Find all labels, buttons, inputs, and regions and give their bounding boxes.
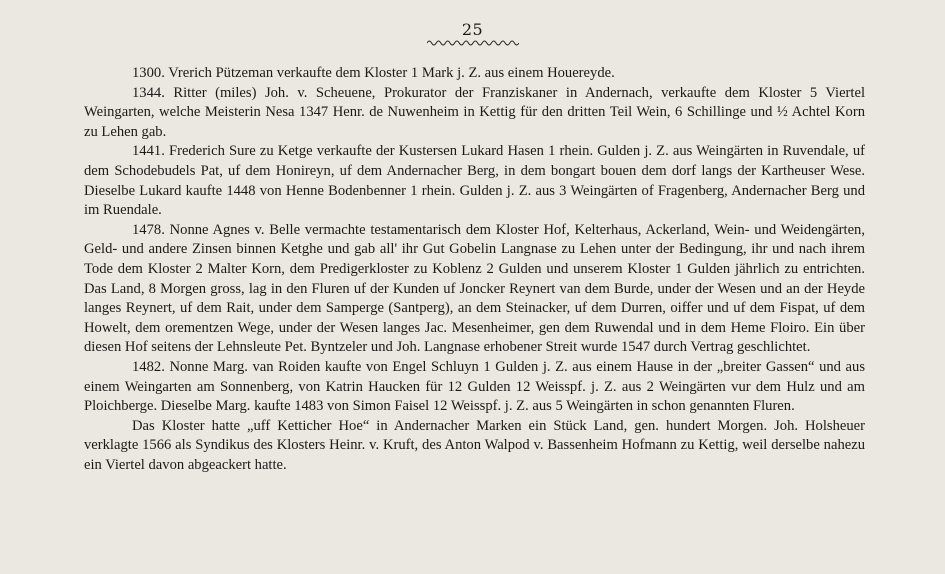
page-number: 25 <box>461 20 484 39</box>
entry-year: 1441. <box>132 143 165 160</box>
entry-year: 1482. <box>132 358 165 375</box>
entry-1482 <box>84 358 865 417</box>
entry-text: Nonne Agnes v. Belle vermachte testamentarisch dem Kloster Hof, Kelterhaus, Ackerland, Wein- und Weidengärten, Geld- und andere Zinsen binnen Ketghe und gab all' ihr Gut Gobelin Langnase zu Lehen unter der Bedingung, ihr und nach ihrem Tode dem Kloster 2 Malter Korn, dem Predigerkloster zu Koblenz 2 Gulden und unserem Kloster 1 Gulden jährlich zu entrichten. Das Land, 8 Morgen gross, lag in den Fluren uf der Kunden uf Joncker Reynert van dem Burde, under der Wesen und an der Heyde langes Reynert, uf dem Rait, under dem Samperge (Santperg), an dem Steinacker, uf dem Durren, oiffer und uf dem Fispat, uf dem Howelt, dem orementzen Wege, under der Wesen langes Jac. Mesenheimer, gen dem Ruwendal und in dem Heme Floiro. Ein über diesen Hof seitens der Lehnsleute Pet. Byntzeler und Joh. Langnase erhobener Streit wurde 1547 durch Vertrag geschlichtet. <box>84 221 866 356</box>
entry-year: 1344. <box>132 84 165 101</box>
entry-1300 <box>84 64 865 84</box>
body-text <box>84 64 865 475</box>
entry-text: Das Kloster hatte „uff Ketticher Hoe“ in Andernacher Marken ein Stück Land, gen. hundert Morgen. Joh. Holsheuer verklagte 1566 als Syndikus des Klosters Heinr. v. Kruft, des Anton Walpod v. Bassenheim Hofmann zu Kettig, weil derselbe nahezu ein Viertel davon abgeackert hatte. <box>84 417 865 473</box>
entry-text: Vrerich Pützeman verkaufte dem Kloster 1 Mark j. Z. aus einem Houereyde. <box>168 65 615 81</box>
entry-text: Ritter (miles) Joh. v. Scheuene, Prokurator der Franziskaner in Andernach, verkaufte dem Kloster 5 Viertel Weingarten, welche Meisterin Nesa 1347 Henr. de Nuwenheim in Kettig für den dritten Teil Wein, 6 Schillinge und ½ Achtel Korn zu Lehen gab. <box>84 84 866 140</box>
entry-text: Nonne Marg. van Roiden kaufte von Engel Schluyn 1 Gulden j. Z. aus einem Hause in der „breiter Gassen“ und aus einem Weingarten am Sonnenberg, von Katrin Haucken für 12 Gulden 12 Weisspf. j. Z. aus 2 Weingärten vur dem Hulz und am Ploichberge. Dieselbe Marg. kaufte 1483 von Simon Faisel 12 Weisspf. j. Z. aus 5 Weingärten in schon genannten Fluren. <box>84 358 866 415</box>
entry-year: 1478. <box>132 221 165 238</box>
entry-kloster-land <box>84 417 865 476</box>
entry-1344 <box>84 84 865 143</box>
entry-1441 <box>84 142 865 220</box>
entry-1478 <box>84 221 865 358</box>
entry-year: 1300. <box>132 65 165 81</box>
entry-text: Frederich Sure zu Ketge verkaufte der Kustersen Lukard Hasen 1 rhein. Gulden j. Z. aus Weingärten in Ruvendale, uf dem Schodebudels Pat, uf dem Honireyn, uf dem Andernacher Berg, in dem bongart bouen dem dorf langs der Kartheuser Wese. Dieselbe Lukard kaufte 1448 von Henne Bodenbenner 1 rhein. Gulden j. Z. aus 3 Weingärten of Fragenberg, Andernacher Berg und im Ruendale. <box>84 143 865 219</box>
wavy-rule-ornament <box>427 39 519 47</box>
